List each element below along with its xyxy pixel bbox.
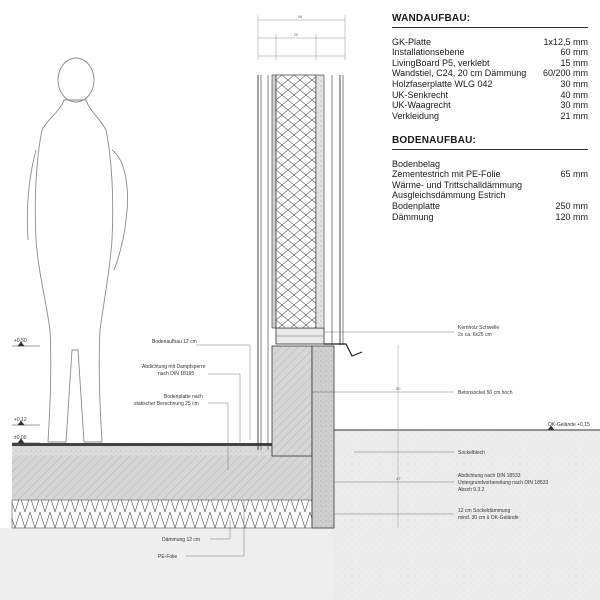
level-zero: ±0,00 [14, 435, 27, 441]
wall-layer-value: 60 mm [560, 47, 588, 58]
wall-layer-label: Installationsebene [392, 47, 465, 58]
anno-kernholz-2: 2x ca. 6x25 cm [458, 332, 492, 338]
wall-layer-value: 21 mm [560, 110, 588, 121]
wall-layer-row [392, 90, 588, 101]
anno-sockeldaemmung-1: 12 cm Sockeldämmung [458, 508, 511, 514]
floor-layer-label: Bodenplatte [392, 200, 441, 211]
anno-untergrund-2: Untergrundvorbereitung nach DIN 18533 [458, 480, 549, 486]
anno-kernholz-1: Kernholz Schwelle [458, 325, 500, 331]
wall-layer-label: UK-Waagrecht [392, 100, 451, 111]
wall-layer-label: Holzfaserplatte WLG 042 [392, 78, 493, 89]
anno-pe-folie: PE-Folie [158, 554, 178, 560]
wall-layer-value: 15 mm [560, 57, 588, 68]
floor-layer-row [392, 180, 588, 191]
level-upper: +0,50 [14, 338, 27, 344]
anno-bodenaufbau: Bodenaufbau 12 cm [152, 339, 197, 345]
wall-layer-label: LivingBoard P5, verklebt [392, 57, 490, 68]
anno-sockeldaemmung-2: mind. 30 cm ü OK-Gelände [458, 515, 519, 521]
dim-lower-height: 47 [396, 476, 401, 481]
floor-layer-label: Ausgleichsdämmung Estrich [392, 190, 506, 201]
wall-layer-value: 30 mm [560, 100, 588, 111]
level-mid: +0,12 [14, 417, 27, 423]
floor-finish [12, 443, 312, 446]
wall-layer-label: Verkleidung [392, 110, 440, 121]
floor-layer-row [392, 169, 588, 180]
floor-layer-row [392, 212, 588, 223]
floor-layer-label: Dämmung [392, 211, 434, 222]
level-ground: OK-Gelände +0,15 [548, 422, 590, 428]
wall-buildup-title: WANDAUFBAU: [392, 14, 588, 28]
floor-layer-label: Bodenbelag [392, 158, 441, 169]
dim-top-mid: 20 [293, 32, 299, 37]
floor-layer-row [392, 201, 588, 212]
anno-daemmung: Dämmung 12 cm [162, 537, 201, 543]
dim-top-total: 46 [297, 14, 303, 19]
anno-untergrund-3: Absch 9.3.2 [458, 487, 485, 493]
anno-bodenplatte-1: Bodenplatte nach [164, 394, 203, 400]
wall-layer-row [392, 68, 588, 79]
wall-layer-label: UK-Senkrecht [392, 89, 449, 100]
wall-layer-value: 60/200 mm [542, 68, 588, 79]
anno-sockelblech: Sockelblech [458, 450, 485, 456]
floor-layer-value: 65 mm [560, 169, 588, 180]
wall-layer-value: 1x12,5 mm [543, 36, 588, 47]
floor-layer-value: 250 mm [555, 200, 588, 211]
wall-layer-row [392, 100, 588, 111]
wall-layer-label: GK-Platte [392, 36, 432, 47]
floor-layer-value: 120 mm [555, 211, 588, 222]
wall-layer-row [392, 37, 588, 48]
anno-abdichtung-2: nach DIN 18195 [158, 371, 195, 377]
floor-buildup-title: BODENAUFBAU: [392, 136, 588, 150]
anno-bodenplatte-2: statischer Berechnung 25 cm [134, 401, 199, 407]
wall-layer-row [392, 111, 588, 122]
anno-betonsockel: Betonsockel 50 cm hoch [458, 390, 513, 396]
wall-layer-row [392, 47, 588, 58]
wall-layer-row [392, 79, 588, 90]
floor-buildup-panel [392, 136, 588, 222]
anno-abdichtung-1: Abdichtung mit Dampfsperre [142, 364, 206, 370]
person-silhouette [27, 58, 127, 442]
wall-layer-value: 40 mm [560, 89, 588, 100]
floor-layer-row [392, 159, 588, 170]
wall-buildup-panel [392, 14, 588, 121]
floor-layer-row [392, 190, 588, 201]
floor-layer-label: Zementestrich mit PE-Folie [392, 169, 501, 180]
floor-layer-label: Wärme- und Trittschalldämmung [392, 179, 523, 190]
wall-layer-label: Wandstiel, C24, 20 cm Dämmung [392, 68, 527, 79]
wall-layer-row [392, 58, 588, 69]
dim-plinth-height: 50 [396, 386, 401, 391]
anno-untergrund-1: Abdichtung nach DIN 18533 [458, 473, 521, 479]
top-dimensions [258, 15, 345, 60]
wall-livingboard [272, 75, 276, 328]
wall-layer-value: 30 mm [560, 78, 588, 89]
